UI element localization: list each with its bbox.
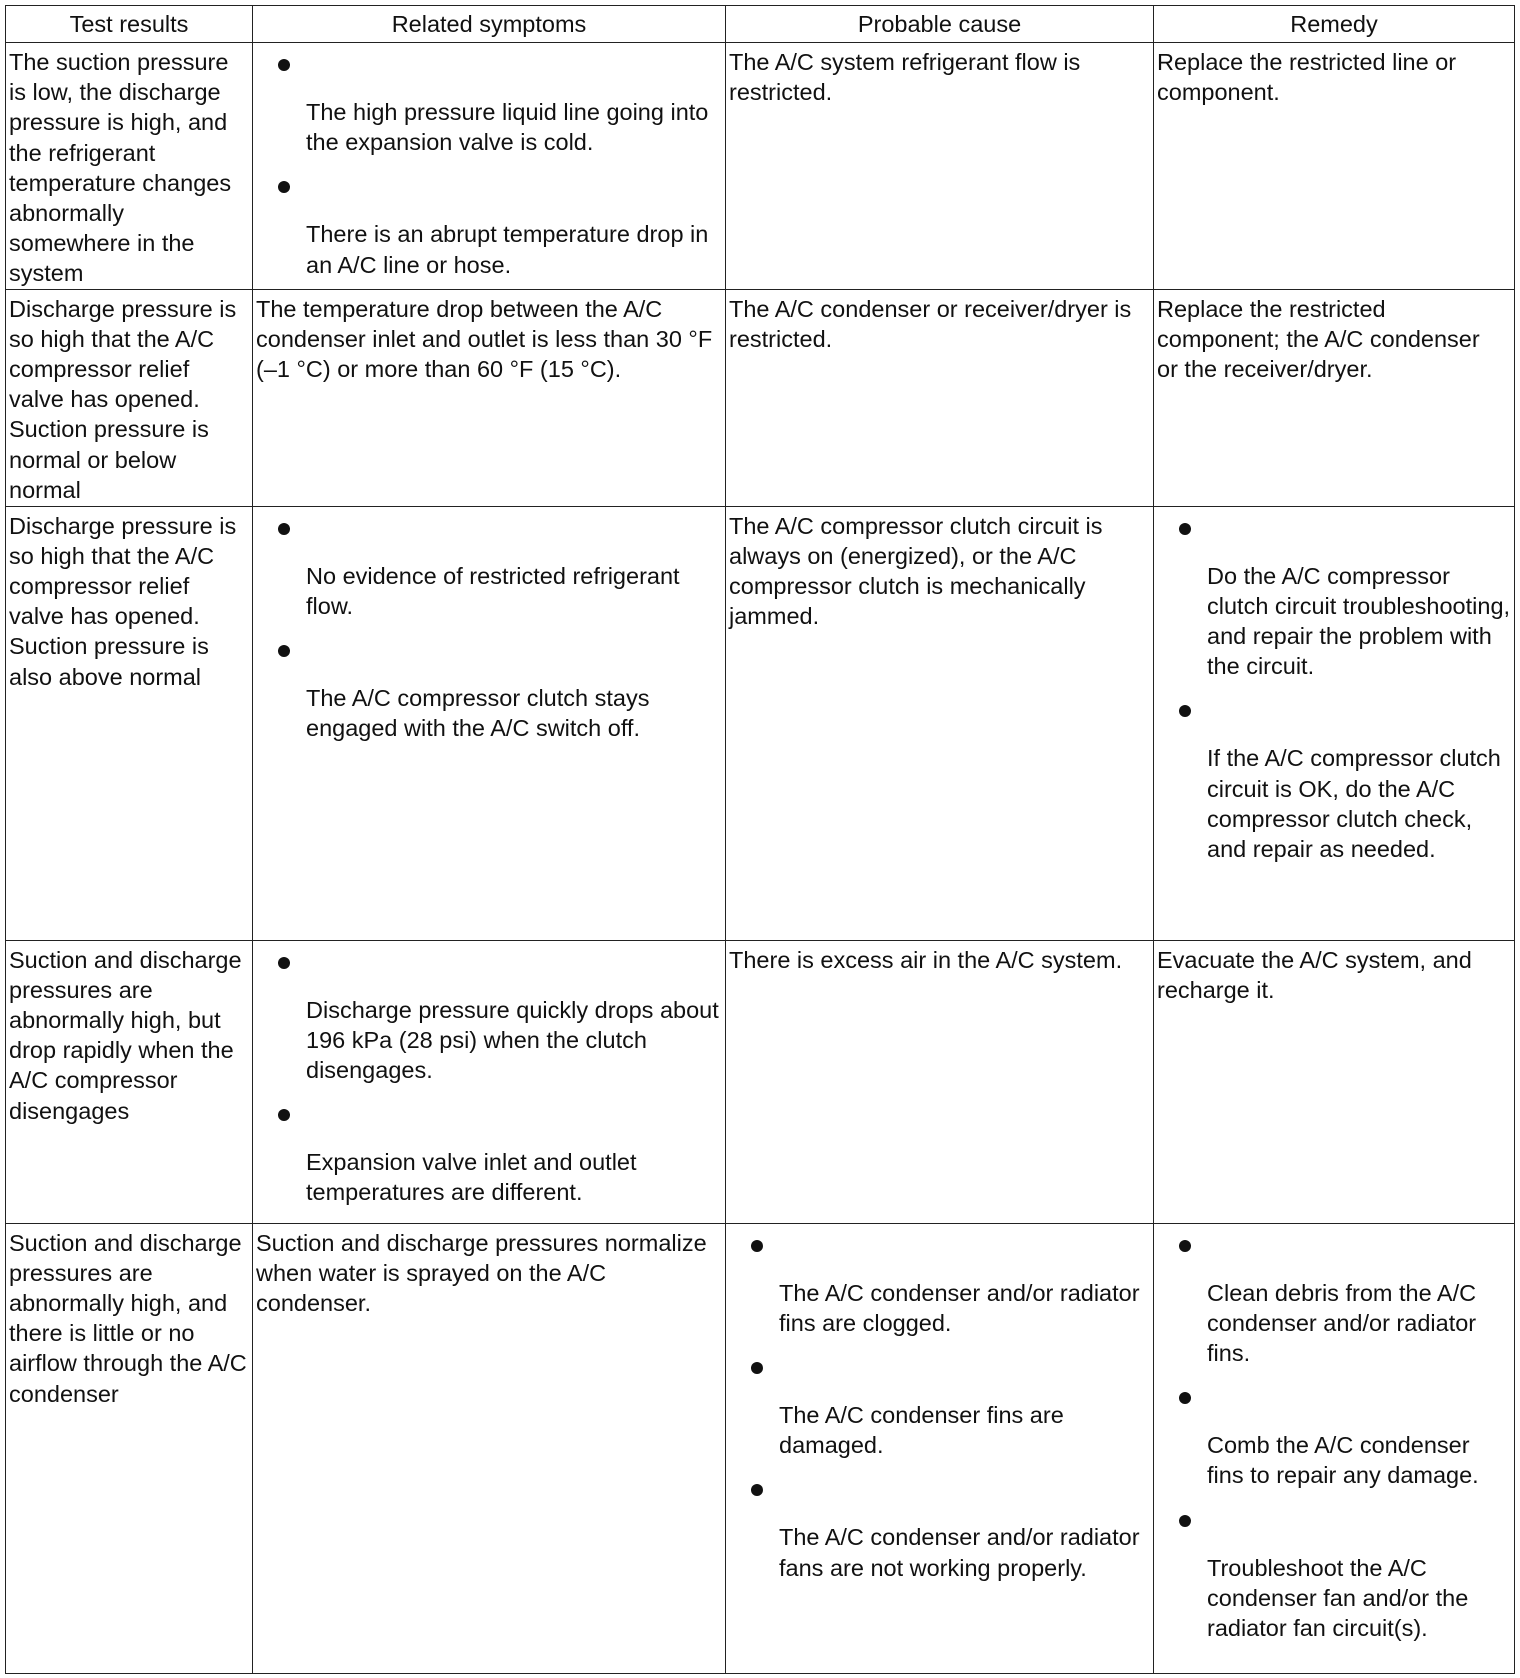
bullet-icon [1179,705,1191,717]
header-row [6,6,1515,43]
test-result-cell: Suction and discharge pressures are abnormally high, and there is little or no airflow through the A/C condenser [6,1223,253,1673]
cause-cell: There is excess air in the A/C system. [726,940,1154,1223]
bullet-icon [278,59,290,71]
symptoms-cell [253,43,726,290]
header-related-symptoms: Related symptoms [253,6,726,43]
cause-cell: The A/C condenser or receiver/dryer is restricted. [726,289,1154,506]
bullet-icon [1179,1240,1191,1252]
list-item: Do the A/C compressor clutch circuit troubleshooting, and repair the problem with the circuit. [1157,523,1511,694]
list-item: If the A/C compressor clutch circuit is OK, do the A/C compressor clutch check, and repair as needed. [1157,705,1511,864]
cause-cell [726,1223,1154,1673]
table-row [6,506,1515,940]
list-item: The A/C condenser fins are damaged. [729,1362,1150,1472]
bullet-icon [278,1109,290,1121]
list-item: The high pressure liquid line going into the expansion valve is cold. [256,59,722,169]
diagnostic-table [5,5,1515,1674]
symptoms-cell: Suction and discharge pressures normalize when water is sprayed on the A/C condenser. [253,1223,726,1673]
symptoms-list [256,957,722,1208]
remedy-cell: Evacuate the A/C system, and recharge it. [1154,940,1515,1223]
bullet-icon [751,1362,763,1374]
remedy-cell: Replace the restricted component; the A/C condenser or the receiver/dryer. [1154,289,1515,506]
list-item: The A/C condenser and/or radiator fans are not working properly. [729,1484,1150,1582]
list-item: No evidence of restricted refrigerant flow. [256,523,722,633]
symptoms-list [256,59,722,280]
list-item: Comb the A/C condenser fins to repair any damage. [1157,1392,1511,1502]
bullet-icon [1179,1515,1191,1527]
header-test-results: Test results [6,6,253,43]
list-item: The A/C compressor clutch stays engaged with the A/C switch off. [256,645,722,755]
list-item: The A/C condenser and/or radiator fins are clogged. [729,1240,1150,1350]
header-remedy: Remedy [1154,6,1515,43]
test-result-cell: Discharge pressure is so high that the A/C compressor relief valve has opened. Suction pressure is normal or below normal [6,289,253,506]
list-item: There is an abrupt temperature drop in an A/C line or hose. [256,181,722,279]
bullet-icon [1179,1392,1191,1404]
remedy-list [1157,523,1511,865]
bullet-icon [278,645,290,657]
cause-cell: The A/C system refrigerant flow is restricted. [726,43,1154,290]
table-row [6,43,1515,290]
symptoms-cell: The temperature drop between the A/C condenser inlet and outlet is less than 30 °F (–1 °C) or more than 60 °F (15 °C). [253,289,726,506]
remedy-list [1157,1240,1511,1644]
remedy-cell [1154,506,1515,940]
cause-list [729,1240,1150,1583]
symptoms-list [256,523,722,756]
header-probable-cause: Probable cause [726,6,1154,43]
list-item: Expansion valve inlet and outlet temperatures are different. [256,1109,722,1207]
test-result-cell: Suction and discharge pressures are abnormally high, but drop rapidly when the A/C compressor disengages [6,940,253,1223]
list-item: Troubleshoot the A/C condenser fan and/or the radiator fan circuit(s). [1157,1515,1511,1644]
list-item: Discharge pressure quickly drops about 196 kPa (28 psi) when the clutch disengages. [256,957,722,1098]
bullet-icon [278,523,290,535]
test-result-cell: Discharge pressure is so high that the A/C compressor relief valve has opened. Suction pressure is also above normal [6,506,253,940]
bullet-icon [751,1240,763,1252]
bullet-icon [1179,523,1191,535]
table-row [6,940,1515,1223]
remedy-cell [1154,1223,1515,1673]
symptoms-cell [253,940,726,1223]
table-row [6,1223,1515,1673]
list-item: Clean debris from the A/C condenser and/or radiator fins. [1157,1240,1511,1381]
bullet-icon [278,957,290,969]
test-result-cell: The suction pressure is low, the discharge pressure is high, and the refrigerant temperature changes abnormally somewhere in the system [6,43,253,290]
table-row [6,289,1515,506]
cause-cell: The A/C compressor clutch circuit is always on (energized), or the A/C compressor clutch is mechanically jammed. [726,506,1154,940]
remedy-cell: Replace the restricted line or component. [1154,43,1515,290]
symptoms-cell [253,506,726,940]
bullet-icon [751,1484,763,1496]
bullet-icon [278,181,290,193]
